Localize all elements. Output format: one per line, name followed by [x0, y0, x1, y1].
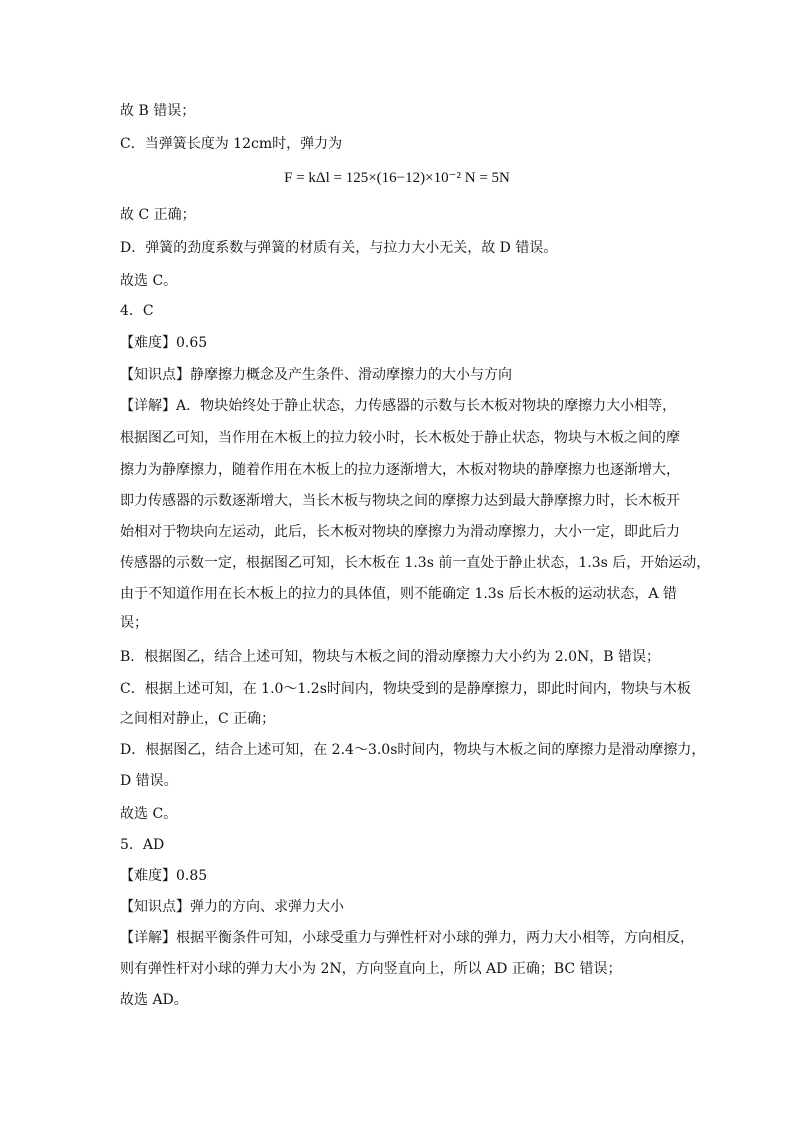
explanation-line: 擦力为静摩擦力，随着作用在木板上的拉力逐渐增大，木板对物块的静摩擦力也逐渐增大，: [120, 462, 680, 478]
explanation-line: D 错误。: [120, 773, 178, 789]
explanation-line: 之间相对静止，C 正确；: [120, 711, 276, 727]
text-line: 故 B 错误；: [120, 103, 196, 119]
difficulty: 【难度】0.65: [120, 335, 208, 351]
text-line: C．当弹簧长度为 12cm时，弹力为: [120, 136, 343, 152]
explanation-line: 【详解】根据平衡条件可知，小球受重力与弹性杆对小球的弹力，两力大小相等，方向相反，: [120, 930, 694, 946]
explanation-line: 始相对于物块向左运动，此后，长木板对物块的摩擦力为滑动摩擦力，大小一定，即此后力: [120, 524, 680, 540]
text-line: 故选 AD。: [120, 992, 188, 1008]
explanation-line: 传感器的示数一定，根据图乙可知，长木板在 1.3s 前一直处于静止状态，1.3s 后，开始运动，: [120, 555, 711, 571]
question-number: 5．AD: [120, 837, 165, 853]
text-line: 故选 C。: [120, 806, 178, 822]
knowledge-point: 【知识点】弹力的方向、求弹力大小: [120, 899, 344, 915]
knowledge-point: 【知识点】静摩擦力概念及产生条件、滑动摩擦力的大小与方向: [120, 367, 512, 383]
explanation-line: 即力传感器的示数逐渐增大，当长木板与物块之间的摩擦力达到最大静摩擦力时，长木板开: [120, 493, 680, 509]
explanation-line: 误；: [120, 615, 148, 631]
text-line: 故选 C。: [120, 273, 178, 289]
difficulty: 【难度】0.85: [120, 868, 208, 884]
question-number: 4．C: [120, 303, 154, 319]
explanation-line: 【详解】A．物块始终处于静止状态，力传感器的示数与长木板对物块的摩擦力大小相等，: [120, 398, 677, 414]
explanation-line: D．根据图乙，结合上述可知，在 2.4～3.0s时间内，物块与木板之间的摩擦力是滑动摩擦力，: [120, 742, 706, 758]
explanation-line: 由于不知道作用在长木板上的拉力的具体值，则不能确定 1.3s 后长木板的运动状态，A 错: [120, 586, 677, 602]
explanation-line: B．根据图乙，结合上述可知，物块与木板之间的滑动摩擦力大小约为 2.0N，B 错误；: [120, 649, 660, 665]
formula: F = kΔl = 125×(16−12)×10⁻² N = 5N: [284, 170, 510, 186]
explanation-line: 则有弹性杆对小球的弹力大小为 2N，方向竖直向上，所以 AD 正确；BC 错误；: [120, 961, 622, 977]
explanation-line: 根据图乙可知，当作用在木板上的拉力较小时，长木板处于静止状态，物块与木板之间的摩: [120, 430, 680, 446]
explanation-line: C．根据上述可知，在 1.0～1.2s时间内，物块受到的是静摩擦力，即此时间内，物块与木板: [120, 681, 691, 697]
text-line: D．弹簧的劲度系数与弹簧的材质有关，与拉力大小无关，故 D 错误。: [120, 240, 558, 256]
text-line: 故 C 正确；: [120, 207, 196, 223]
